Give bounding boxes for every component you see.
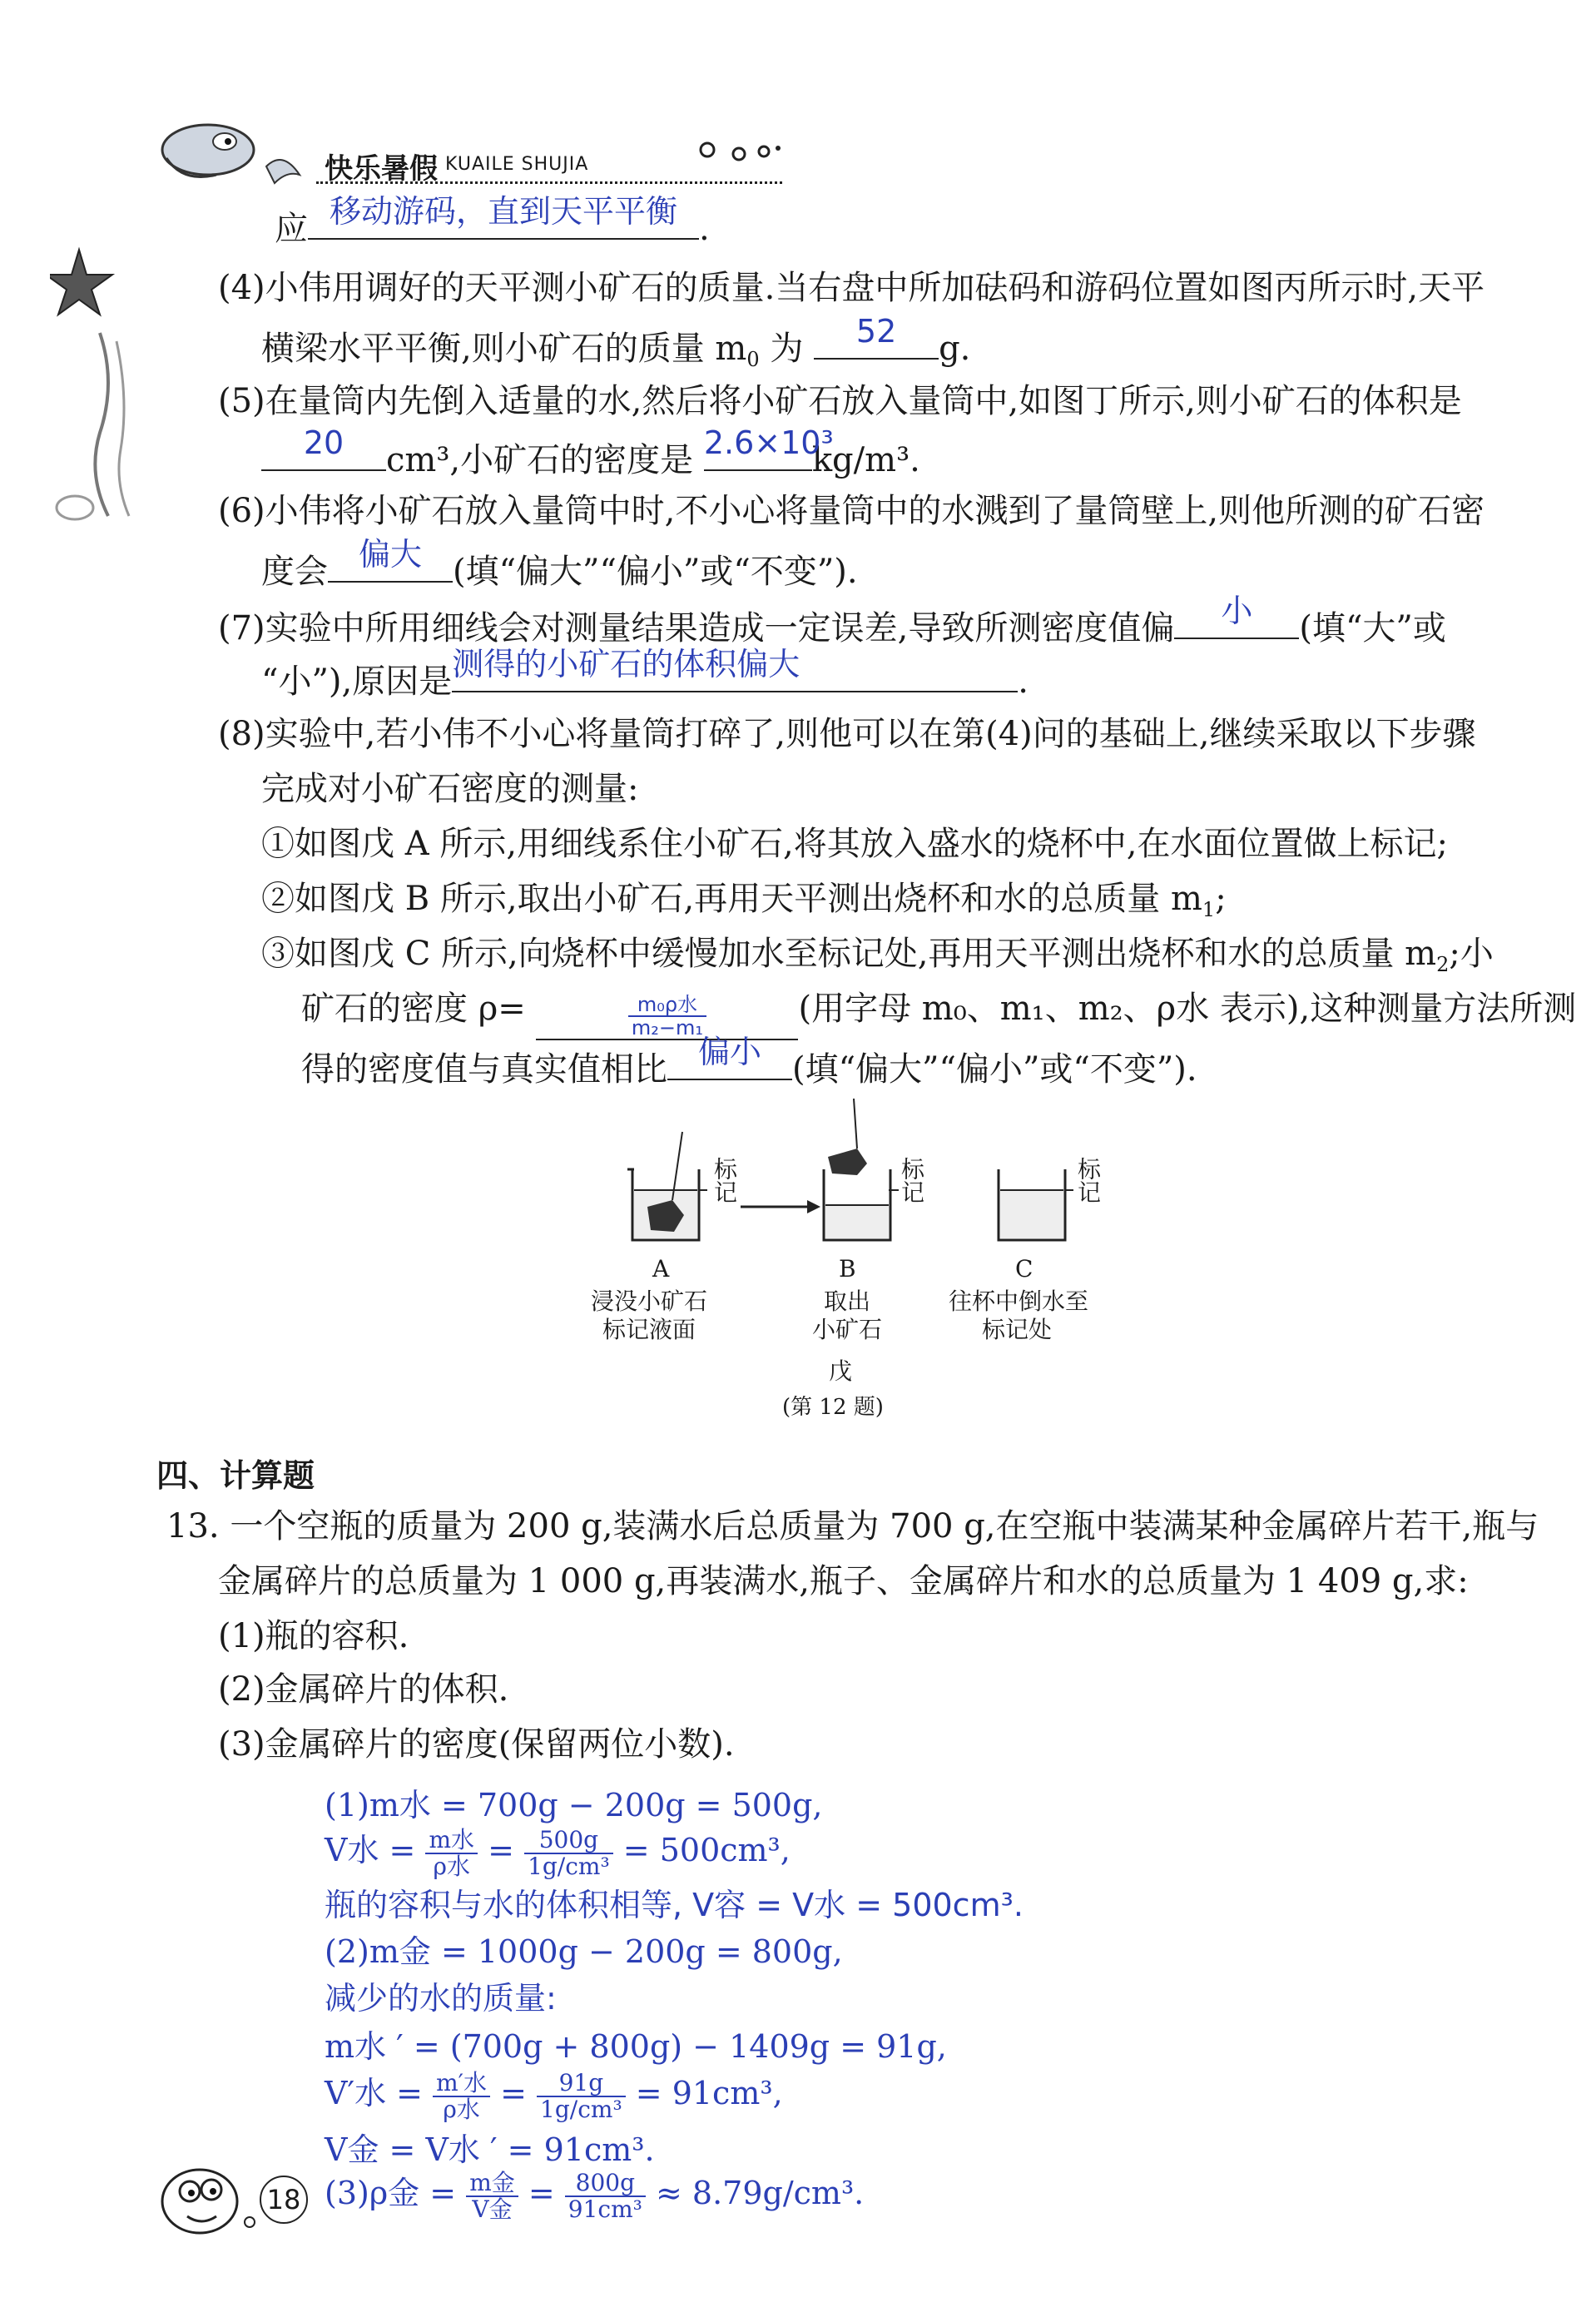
mark-label-b: 标记	[898, 1157, 925, 1203]
q13-part2: (2)金属碎片的体积.	[218, 1670, 509, 1709]
figure-wu	[574, 1099, 1123, 1448]
q5-unit2: kg/m³.	[811, 441, 920, 479]
header-title: 快乐暑假	[325, 152, 438, 186]
q7-line2	[261, 646, 1028, 703]
q5-answer2-blank	[703, 424, 834, 471]
sol9-frac2	[565, 2168, 646, 2223]
q8-answer: 偏小	[697, 1034, 761, 1070]
beaker-b	[824, 1099, 899, 1240]
q13-line1: 13. 一个空瓶的质量为 200 g,装满水后总质量为 700 g,在空瓶中装满某种金属碎片若干,瓶与	[166, 1507, 1539, 1546]
q6-answer: 偏大	[358, 536, 422, 573]
caption-b-2: 小矿石	[812, 1316, 883, 1343]
sol2-mid: =	[488, 1832, 514, 1868]
sol7-frac2	[537, 2068, 626, 2123]
label-b: B	[839, 1255, 856, 1283]
q7-answer2-blank	[452, 646, 1018, 692]
q3-answer: 移动游码，直到天平平衡	[329, 193, 677, 230]
q8-rho-post: (用字母 m₀、m₁、m₂、ρ水 表示),这种测量方法所测	[798, 990, 1577, 1028]
q5-answer1-blank	[261, 424, 386, 471]
sol7-post: = 91cm³,	[635, 2075, 783, 2111]
arrow-icon	[741, 1200, 820, 1213]
q3-answer-blank	[308, 193, 699, 240]
header-subtitle: KUAILE SHUJIA	[445, 154, 589, 175]
beakers-diagram	[574, 1099, 1123, 1265]
header-underline	[316, 181, 782, 184]
q8-last-line	[301, 1034, 1197, 1091]
starfish-seaweed-icon	[50, 233, 141, 533]
solution-5: 减少的水的质量:	[325, 1980, 557, 2017]
section-title: 四、计算题	[156, 1457, 315, 1494]
q7-line2-post: .	[1018, 662, 1028, 701]
sol2-f2n: 500g	[524, 1828, 613, 1854]
caption-a-2: 标记液面	[602, 1316, 696, 1343]
fish-mascot-icon	[150, 2151, 275, 2251]
q8-step3-post: ;小	[1449, 935, 1494, 973]
caption-a-1: 浸没小矿石	[591, 1288, 708, 1315]
q8-step2-sub: 1	[1202, 898, 1216, 921]
solution-1: (1)m水 = 700g − 200g = 500g,	[325, 1787, 823, 1823]
sol2-f1d: ρ水	[433, 1852, 470, 1880]
sol7-f1d: ρ水	[443, 2095, 480, 2123]
q6-line2	[261, 536, 858, 593]
solution-8: V金 = V水 ′ = 91cm³.	[325, 2131, 655, 2168]
figure-title: 戊	[829, 1357, 853, 1385]
q8-step3	[261, 932, 1494, 986]
q6-line1: (6)小伟将小矿石放入量筒中时,不小心将量筒中的水溅到了量筒壁上,则他所测的矿石密	[218, 492, 1485, 530]
q8-line1: (8)实验中,若小伟不小心将量筒打碎了,则他可以在第(4)问的基础上,继续采取以下步骤	[218, 715, 1476, 753]
q6-post: (填“偏大”“偏小”或“不变”).	[453, 553, 858, 591]
q7-post: (填“大”或	[1299, 609, 1446, 647]
q4-answer-blank	[814, 313, 939, 360]
q7-answer1-blank	[1174, 593, 1299, 639]
q8-last-post: (填“偏大”“偏小”或“不变”).	[792, 1050, 1197, 1089]
q7-answer2: 测得的小矿石的体积偏大	[452, 646, 800, 682]
header	[141, 108, 824, 191]
sol9-pre: (3)ρ金 =	[325, 2175, 457, 2211]
figure-caption: (第 12 题)	[782, 1395, 884, 1420]
q7-pre: (7)实验中所用细线会对测量结果造成一定误差,导致所测密度值偏	[218, 609, 1175, 647]
q8-step2-text: ②如图戊 B 所示,取出小矿石,再用天平测出烧杯和水的总质量 m	[261, 880, 1202, 918]
q6-answer-blank	[328, 536, 453, 583]
sol7-mid: =	[500, 2075, 527, 2111]
sol2-frac1	[425, 1825, 478, 1880]
q8-answer-blank	[667, 1034, 792, 1080]
solution-3: 瓶的容积与水的体积相等, V容 = V水 = 500cm³.	[325, 1887, 1024, 1923]
q8-step2	[261, 877, 1227, 931]
sol7-f1n: m′水	[433, 2071, 490, 2097]
caption-b-1: 取出	[824, 1288, 871, 1315]
q4-line1: (4)小伟用调好的天平测小矿石的质量.当右盘中所加砝码和游码位置如图丙所示时,天平	[218, 269, 1485, 307]
q8-last-pre: 得的密度值与真实值相比	[301, 1050, 667, 1089]
q4-mid: 为	[759, 330, 804, 368]
q8-line2: 完成对小矿石密度的测量:	[261, 770, 639, 808]
q8-step3-sub: 2	[1436, 953, 1450, 976]
q5-answer2: 2.6×10³	[703, 424, 834, 461]
q8-rho-pre: 矿石的密度 ρ=	[301, 990, 526, 1028]
sol7-frac1	[433, 2068, 490, 2123]
solution-4: (2)m金 = 1000g − 200g = 800g,	[325, 1933, 843, 1970]
sol2-f2d: 1g/cm³	[528, 1852, 610, 1880]
sol7-f2d: 1g/cm³	[540, 2095, 622, 2123]
q5-line1: (5)在量筒内先倒入适量的水,然后将小矿石放入量筒中,如图丁所示,则小矿石的体积是	[218, 382, 1462, 420]
page-number: 18	[266, 2184, 301, 2215]
q7-answer1: 小	[1221, 593, 1253, 629]
sol9-frac1	[466, 2168, 518, 2223]
sol2-pre: V水 =	[325, 1832, 416, 1868]
q4-post: g.	[939, 330, 971, 368]
sol2-frac2	[524, 1825, 613, 1880]
q5-line2	[261, 424, 920, 482]
q7-line2-pre: “小”),原因是	[261, 662, 453, 701]
beaker-c	[999, 1169, 1073, 1240]
label-c: C	[1015, 1255, 1033, 1283]
q5-answer1: 20	[303, 424, 344, 461]
mark-label-c: 标记	[1074, 1157, 1102, 1203]
q4-answer: 52	[855, 313, 897, 350]
q4-sub: 0	[746, 348, 760, 371]
solution-7	[325, 2067, 783, 2122]
sol7-f2n: 91g	[537, 2071, 626, 2097]
q4-text: 横梁水平平衡,则小矿石的质量 m	[261, 330, 747, 368]
q8-step2-post: ;	[1215, 880, 1227, 918]
sol9-post: ≈ 8.79g/cm³.	[655, 2175, 865, 2211]
q13-part3: (3)金属碎片的密度(保留两位小数).	[218, 1725, 735, 1764]
solution-9	[325, 2167, 864, 2222]
sol7-pre: V′水 =	[325, 2075, 423, 2111]
q8-step1: ①如图戊 A 所示,用细线系住小矿石,将其放入盛水的烧杯中,在水面位置做上标记;	[261, 825, 1448, 863]
q8-rho-line	[301, 987, 1576, 1040]
sol9-f2d: 91cm³	[568, 2195, 642, 2223]
q3-suffix: .	[699, 210, 710, 248]
q4-line2	[261, 313, 971, 381]
q5-unit1: cm³,小矿石的密度是	[386, 441, 694, 479]
sol9-mid: =	[528, 2175, 555, 2211]
sol2-post: = 500cm³,	[622, 1832, 791, 1868]
beaker-a	[627, 1132, 707, 1240]
sol9-f1n: m金	[466, 2171, 518, 2197]
sol9-f1d: V金	[472, 2195, 513, 2223]
caption-c-1: 往杯中倒水至	[949, 1288, 1089, 1315]
bubbles-icon	[691, 133, 824, 175]
mark-label-a: 标记	[711, 1157, 738, 1203]
q8-rho-num: m₀ρ水	[628, 994, 706, 1017]
q13-line2: 金属碎片的总质量为 1 000 g,再装满水,瓶子、金属碎片和水的总质量为 1 409 g,求:	[218, 1562, 1469, 1600]
q8-rho-den: m₂−m₁	[631, 1016, 704, 1039]
q3-prefix: 应	[275, 210, 308, 248]
q6-pre: 度会	[261, 553, 328, 591]
solution-6: m水 ′ = (700g + 800g) − 1409g = 91g,	[325, 2028, 947, 2065]
caption-c-2: 标记处	[982, 1316, 1053, 1343]
q13-part1: (1)瓶的容积.	[218, 1617, 409, 1655]
sol9-f2n: 800g	[565, 2171, 646, 2197]
sol2-f1n: m水	[425, 1828, 478, 1854]
label-a: A	[652, 1255, 670, 1283]
q3-answer-line	[275, 193, 710, 251]
dolphin-mascot-icon	[150, 108, 316, 191]
page-number-circle	[260, 2176, 308, 2224]
solution-2	[325, 1824, 791, 1879]
q8-step3-text: ③如图戊 C 所示,向烧杯中缓慢加水至标记处,再用天平测出烧杯和水的总质量 m	[261, 935, 1437, 973]
